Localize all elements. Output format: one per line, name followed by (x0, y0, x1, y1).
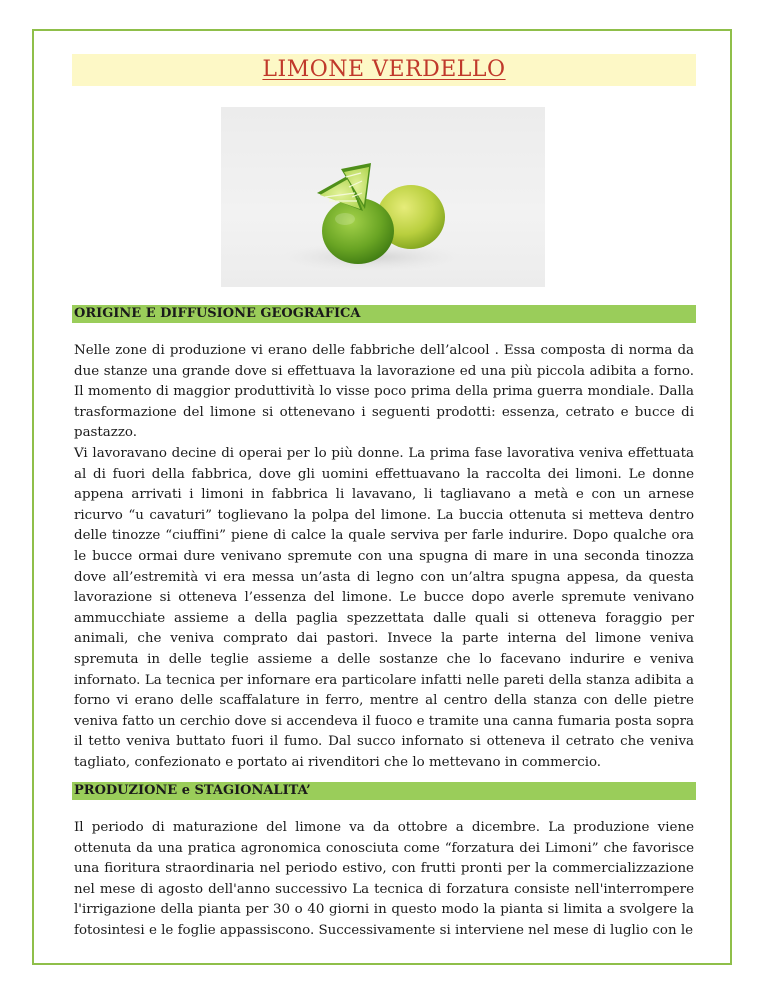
lime-photo (221, 107, 545, 287)
paragraph: Nelle zone di produzione vi erano delle fabbriche dell’alcool . Essa composta di norma da due stanze una grande dove si effettuava la lavorazione ed una più piccola adibita a forno. Il momento di maggior produttività lo visse poco prima della prima guerra mondiale. Dalla trasformazione del limone si ottenevano i seguenti prodotti: essenza, cetrato e bucce di pastazzo. (74, 343, 694, 441)
section-heading-origine: ORIGINE E DIFFUSIONE GEOGRAFICA (72, 305, 696, 323)
paragraph: Il periodo di maturazione del limone va da ottobre a dicembre. La produzione viene ottenuta da una pratica agronomica conosciuta come “forzatura dei Limoni” che favorisce una fioritura straordinaria nel periodo estivo, con frutti pronti per la commercializzazione nel mese di agosto dell'anno successivo La tecnica di forzatura consiste nell'interrompere l'irrigazione della pianta per 30 o 40 giorni in questo modo la pianta si limita a svolgere la fotosintesi e le foglie appassiscono. Successivamente si interviene nel mese di luglio con le (74, 820, 694, 938)
section-heading-produzione: PRODUZIONE e STAGIONALITA’ (72, 782, 696, 800)
page-title: LIMONE VERDELLO (262, 57, 506, 82)
paragraph: Vi lavoravano decine di operai per lo più donne. La prima fase lavorativa veniva effettuata al di fuori della fabbrica, dove gli uomini effettuavano la raccolta dei limoni. Le donne appena arrivati i limoni in fabbrica li lavavano, li tagliavano a metà e con un arnese ricurvo “u cavaturi” toglievano la polpa del limone. La buccia ottenuta si metteva dentro delle tinozze “ciuffini” piene di calce la quale serviva per farle indurire. Dopo qualche ora le bucce ormai dure venivano spremute con una spugna di mare in una seconda tinozza dove all’estremità vi era messa un’asta di legno con un’altra spugna appesa, da questa lavorazione si otteneva l’essenza del limone. Le bucce dopo averle spremute venivano ammucchiate assieme a della paglia spezzettata dalle quali si otteneva foraggio per animali, che veniva comprato dai pastori. Invece la parte interna del limone veniva spremuta in delle teglie assieme a delle sostanze che lo facevano indurire e veniva infornato. La tecnica per infornare era particolare infatti nelle pareti della stanza adibita a forno vi erano delle scaffalature in ferro, mentre al centro della stanza con delle pietre veniva fatto un cerchio dove si accendeva il fuoco e tramite una canna fumaria posta sopra il tetto veniva buttato fuori il fumo. Dal succo infornato si otteneva il cetrato che veniva tagliato, confezionato e portato ai rivenditori che lo mettevano in commercio. (74, 446, 694, 770)
title-banner (72, 54, 696, 86)
